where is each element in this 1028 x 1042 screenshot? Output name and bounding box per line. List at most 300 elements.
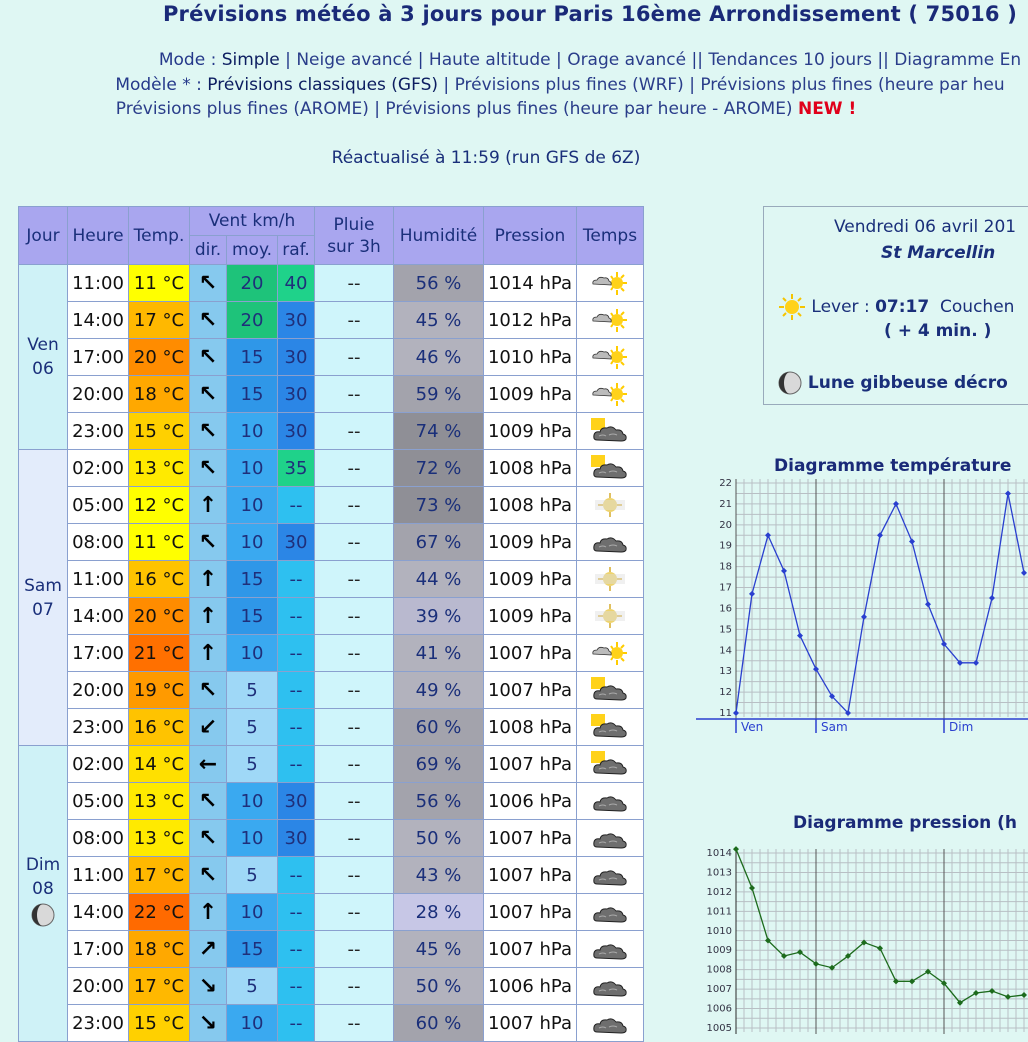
- humidity-cell: 60 %: [394, 709, 484, 746]
- rain-cell: --: [315, 746, 394, 783]
- rain-cell: --: [315, 968, 394, 1005]
- table-row: [19, 857, 644, 894]
- temp-cell: 13 °C: [129, 820, 190, 857]
- wind-dir-cell: [190, 968, 227, 1005]
- wind-arrow-icon: ↖: [198, 788, 218, 814]
- wind-avg-cell: 15: [227, 931, 278, 968]
- rain-cell: --: [315, 487, 394, 524]
- table-row: [19, 339, 644, 376]
- model-gfs[interactable]: Prévisions classiques (GFS): [207, 75, 439, 95]
- day-name: Dim: [25, 855, 61, 875]
- hazy-sun-icon: [591, 605, 629, 626]
- wind-arrow-icon: ↑: [198, 566, 218, 592]
- weather-cell: [577, 598, 644, 635]
- rain-cell: --: [315, 635, 394, 672]
- cloudy-sun-icon: [591, 457, 629, 478]
- wind-dir-cell: [190, 339, 227, 376]
- table-row: [19, 894, 644, 931]
- pressure-cell: 1007 hPa: [484, 746, 577, 783]
- cloudy-sun-icon: [591, 753, 629, 774]
- rain-cell: --: [315, 709, 394, 746]
- pressure-cell: 1007 hPa: [484, 931, 577, 968]
- cloudy-sun-icon: [591, 716, 629, 737]
- humidity-cell: 39 %: [394, 598, 484, 635]
- day-length-delta: [884, 321, 991, 341]
- rain-cell: --: [315, 672, 394, 709]
- header-temp: Temp.: [129, 207, 190, 265]
- hazy-sun-icon: [591, 494, 629, 515]
- data-point: [1021, 992, 1027, 998]
- table-row: [19, 672, 644, 709]
- pressure-cell: 1009 hPa: [484, 524, 577, 561]
- wind-gust-cell: --: [278, 857, 315, 894]
- rain-cell: --: [315, 265, 394, 302]
- temp-cell: 20 °C: [129, 339, 190, 376]
- pressure-cell: 1007 hPa: [484, 635, 577, 672]
- moon-phase-icon: [31, 903, 55, 927]
- humidity-cell: 49 %: [394, 672, 484, 709]
- wind-avg-cell: 15: [227, 339, 278, 376]
- wind-arrow-icon: ↘: [198, 1010, 218, 1036]
- header-rain: [315, 207, 394, 265]
- table-row: [19, 746, 644, 783]
- wind-arrow-icon: ↖: [198, 381, 218, 407]
- wind-gust-cell: 30: [278, 339, 315, 376]
- humidity-cell: 56 %: [394, 265, 484, 302]
- model-arome[interactable]: Prévisions plus fines (AROME): [115, 99, 369, 119]
- wind-gust-cell: --: [278, 487, 315, 524]
- wind-arrow-icon: ↖: [198, 344, 218, 370]
- hour-cell: 11:00: [68, 857, 129, 894]
- model-nav: Modèle * : Prévisions classiques (GFS) | Prévisions plus fines (WRF) | Prévisions plus fines (heure par heu: [115, 75, 1005, 95]
- wind-arrow-icon: ↗: [198, 936, 218, 962]
- weather-cell: [577, 894, 644, 931]
- y-tick-label: 18: [719, 561, 732, 573]
- cloudy-sun-icon: [591, 679, 629, 700]
- weather-cell: [577, 561, 644, 598]
- wind-avg-cell: 10: [227, 894, 278, 931]
- wind-avg-cell: 10: [227, 487, 278, 524]
- hour-cell: 11:00: [68, 265, 129, 302]
- y-tick-label: 1008: [706, 964, 732, 976]
- data-point: [1005, 490, 1011, 496]
- wind-arrow-icon: ↖: [198, 270, 218, 296]
- temp-cell: 18 °C: [129, 376, 190, 413]
- weather-cell: [577, 931, 644, 968]
- header-humidity: Humidité: [394, 207, 484, 265]
- data-point: [781, 568, 787, 574]
- hour-cell: 05:00: [68, 783, 129, 820]
- wind-gust-cell: --: [278, 894, 315, 931]
- wind-arrow-icon: ↑: [198, 603, 218, 629]
- humidity-cell: 73 %: [394, 487, 484, 524]
- moon-phase: Lune gibbeuse décro: [807, 373, 1008, 393]
- wind-arrow-icon: ↑: [198, 899, 218, 925]
- y-tick-label: 11: [719, 708, 732, 719]
- wind-gust-cell: 35: [278, 450, 315, 487]
- temp-cell: 16 °C: [129, 709, 190, 746]
- wind-arrow-icon: ↑: [198, 640, 218, 666]
- wind-avg-cell: 5: [227, 857, 278, 894]
- day-number: 08: [32, 879, 54, 899]
- hour-cell: 02:00: [68, 746, 129, 783]
- wind-arrow-icon: ↙: [198, 714, 218, 740]
- temp-cell: 17 °C: [129, 302, 190, 339]
- humidity-cell: 67 %: [394, 524, 484, 561]
- pressure-cell: 1008 hPa: [484, 487, 577, 524]
- temp-cell: 19 °C: [129, 672, 190, 709]
- data-point: [749, 591, 755, 597]
- mode-label: Mode :: [158, 50, 217, 70]
- header-dir: dir.: [190, 236, 227, 265]
- pressure-cell: 1014 hPa: [484, 265, 577, 302]
- data-point: [893, 501, 899, 507]
- rain-cell: --: [315, 894, 394, 931]
- weather-cell: [577, 339, 644, 376]
- ephemeris-date: Vendredi 06 avril 201: [834, 217, 1017, 237]
- data-point: [973, 990, 979, 996]
- wind-avg-cell: 15: [227, 561, 278, 598]
- wind-dir-cell: [190, 746, 227, 783]
- rain-cell: --: [315, 561, 394, 598]
- humidity-cell: 44 %: [394, 561, 484, 598]
- model-label: Modèle * :: [115, 75, 202, 95]
- cloud-icon: [591, 938, 629, 959]
- pressure-cell: 1008 hPa: [484, 709, 577, 746]
- wind-gust-cell: --: [278, 561, 315, 598]
- wind-gust-cell: 30: [278, 524, 315, 561]
- wind-dir-cell: [190, 561, 227, 598]
- y-tick-label: 16: [719, 603, 732, 615]
- sun-cloud-icon: [591, 346, 629, 367]
- temp-cell: 12 °C: [129, 487, 190, 524]
- wind-avg-cell: 5: [227, 746, 278, 783]
- wind-dir-cell: [190, 635, 227, 672]
- hour-cell: 05:00: [68, 487, 129, 524]
- hour-cell: 08:00: [68, 524, 129, 561]
- wind-arrow-icon: ↖: [198, 455, 218, 481]
- table-row: [19, 783, 644, 820]
- wind-gust-cell: --: [278, 672, 315, 709]
- humidity-cell: 74 %: [394, 413, 484, 450]
- data-point: [797, 633, 803, 639]
- header-wind: Vent km/h: [190, 207, 315, 236]
- wind-dir-cell: [190, 783, 227, 820]
- moon-line: [778, 371, 1008, 395]
- cloud-icon: [591, 531, 629, 552]
- wind-arrow-icon: ↖: [198, 825, 218, 851]
- weather-cell: [577, 820, 644, 857]
- y-tick-label: 14: [719, 645, 732, 657]
- weather-cell: [577, 968, 644, 1005]
- hour-cell: 11:00: [68, 561, 129, 598]
- pressure-cell: 1012 hPa: [484, 302, 577, 339]
- wind-avg-cell: 5: [227, 672, 278, 709]
- table-row: [19, 561, 644, 598]
- temp-cell: 14 °C: [129, 746, 190, 783]
- y-tick-label: 1014: [706, 848, 732, 859]
- pressure-chart: [696, 836, 1028, 1036]
- pressure-cell: 1010 hPa: [484, 339, 577, 376]
- humidity-cell: 60 %: [394, 1005, 484, 1042]
- table-row: [19, 413, 644, 450]
- rain-cell: --: [315, 524, 394, 561]
- sun-cloud-icon: [591, 383, 629, 404]
- table-row: [19, 265, 644, 302]
- wind-dir-cell: [190, 376, 227, 413]
- y-tick-label: 1012: [706, 886, 732, 898]
- humidity-cell: 50 %: [394, 820, 484, 857]
- hour-cell: 14:00: [68, 302, 129, 339]
- sun-cloud-icon: [591, 642, 629, 663]
- temp-cell: 21 °C: [129, 635, 190, 672]
- day-cell: [19, 265, 68, 450]
- wind-avg-cell: 20: [227, 302, 278, 339]
- rain-cell: --: [315, 450, 394, 487]
- temp-cell: 15 °C: [129, 1005, 190, 1042]
- wind-gust-cell: --: [278, 931, 315, 968]
- x-tick-label: Dim: [949, 720, 974, 734]
- wind-gust-cell: --: [278, 1005, 315, 1042]
- pressure-cell: 1007 hPa: [484, 672, 577, 709]
- mode-haute-altitude[interactable]: Haute altitude: [428, 50, 551, 70]
- y-tick-label: 19: [719, 540, 732, 552]
- wind-gust-cell: --: [278, 968, 315, 1005]
- rain-cell: --: [315, 820, 394, 857]
- weather-cell: [577, 376, 644, 413]
- hour-cell: 23:00: [68, 709, 129, 746]
- temp-cell: 13 °C: [129, 783, 190, 820]
- humidity-cell: 28 %: [394, 894, 484, 931]
- humidity-cell: 56 %: [394, 783, 484, 820]
- temp-cell: 13 °C: [129, 450, 190, 487]
- rain-cell: --: [315, 1005, 394, 1042]
- wind-gust-cell: 30: [278, 376, 315, 413]
- rain-cell: --: [315, 302, 394, 339]
- table-row: [19, 524, 644, 561]
- weather-cell: [577, 413, 644, 450]
- hour-cell: 02:00: [68, 450, 129, 487]
- forecast-table: [18, 206, 644, 1042]
- y-tick-label: 20: [719, 519, 732, 531]
- pressure-chart-title: Diagramme pression (h: [793, 813, 1018, 833]
- temp-cell: 22 °C: [129, 894, 190, 931]
- data-point: [909, 539, 915, 545]
- cloud-icon: [591, 864, 629, 885]
- weather-cell: [577, 302, 644, 339]
- table-row: [19, 487, 644, 524]
- temp-chart: [696, 470, 1028, 770]
- wind-dir-cell: [190, 857, 227, 894]
- mode-orage[interactable]: Orage avancé: [567, 50, 687, 70]
- day-length-delta-text: ( + 4 min. ): [884, 321, 992, 341]
- header-rain-label: Pluie sur 3h: [327, 214, 381, 257]
- model-wrf-hourly[interactable]: Prévisions plus fines (heure par heu: [700, 75, 1005, 95]
- y-tick-label: 1010: [706, 925, 732, 937]
- rain-cell: --: [315, 376, 394, 413]
- pressure-cell: 1007 hPa: [484, 857, 577, 894]
- y-tick-label: 1006: [706, 1003, 732, 1015]
- cloud-icon: [591, 1012, 629, 1033]
- mode-tendances[interactable]: Tendances 10 jours: [708, 50, 872, 70]
- day-name: Ven: [27, 335, 59, 355]
- hour-cell: 23:00: [68, 413, 129, 450]
- weather-cell: [577, 635, 644, 672]
- hour-cell: 23:00: [68, 1005, 129, 1042]
- weather-cell: [577, 709, 644, 746]
- y-tick-label: 17: [719, 582, 732, 594]
- humidity-cell: 46 %: [394, 339, 484, 376]
- weather-cell: [577, 450, 644, 487]
- model-arome-hourly[interactable]: Prévisions plus fines (heure par heure - AROME): [385, 99, 793, 119]
- y-tick-label: 1005: [706, 1023, 732, 1034]
- y-tick-label: 1011: [706, 906, 732, 918]
- data-point: [749, 885, 755, 891]
- weather-cell: [577, 265, 644, 302]
- data-point: [989, 595, 995, 601]
- day-cell: [19, 450, 68, 746]
- hour-cell: 17:00: [68, 339, 129, 376]
- humidity-cell: 72 %: [394, 450, 484, 487]
- cloud-icon: [591, 975, 629, 996]
- data-point: [733, 846, 739, 852]
- humidity-cell: 45 %: [394, 931, 484, 968]
- wind-dir-cell: [190, 820, 227, 857]
- hour-cell: 14:00: [68, 598, 129, 635]
- wind-dir-cell: [190, 524, 227, 561]
- hour-cell: 17:00: [68, 931, 129, 968]
- mode-simple[interactable]: Simple: [221, 50, 280, 70]
- wind-avg-cell: 20: [227, 265, 278, 302]
- x-tick-label: Sam: [821, 720, 848, 734]
- wind-dir-cell: [190, 450, 227, 487]
- temp-cell: 15 °C: [129, 413, 190, 450]
- mode-neige[interactable]: Neige avancé: [296, 50, 413, 70]
- moon-icon: [778, 371, 802, 395]
- wind-gust-cell: 30: [278, 820, 315, 857]
- data-point: [765, 532, 771, 538]
- data-point: [877, 532, 883, 538]
- pressure-cell: 1007 hPa: [484, 1005, 577, 1042]
- wind-avg-cell: 5: [227, 709, 278, 746]
- data-point: [925, 601, 931, 607]
- sun-icon: [778, 293, 806, 321]
- sunrise-time: 07:17: [875, 297, 930, 317]
- model-nav-2: Prévisions plus fines (AROME) | Prévisions plus fines (heure par heure - AROME) NEW !: [115, 99, 857, 119]
- hour-cell: 20:00: [68, 376, 129, 413]
- table-row: [19, 302, 644, 339]
- ephemeris-saint: St Marcellin: [881, 243, 996, 263]
- wind-gust-cell: 30: [278, 302, 315, 339]
- pressure-cell: 1007 hPa: [484, 820, 577, 857]
- y-tick-label: 22: [719, 478, 732, 489]
- wind-avg-cell: 10: [227, 450, 278, 487]
- hour-cell: 14:00: [68, 894, 129, 931]
- temp-cell: 11 °C: [129, 265, 190, 302]
- humidity-cell: 41 %: [394, 635, 484, 672]
- y-tick-label: 1013: [706, 867, 732, 879]
- ephemeris-box: [763, 206, 1028, 405]
- weather-cell: [577, 487, 644, 524]
- day-number: 06: [32, 359, 54, 379]
- wind-dir-cell: [190, 709, 227, 746]
- temp-cell: 18 °C: [129, 931, 190, 968]
- y-tick-label: 1009: [706, 945, 732, 957]
- wind-avg-cell: 10: [227, 820, 278, 857]
- header-day: Jour: [19, 207, 68, 265]
- wind-avg-cell: 10: [227, 635, 278, 672]
- pressure-cell: 1009 hPa: [484, 376, 577, 413]
- temp-cell: 16 °C: [129, 561, 190, 598]
- wind-avg-cell: 10: [227, 1005, 278, 1042]
- wind-avg-cell: 10: [227, 413, 278, 450]
- y-tick-label: 21: [719, 498, 732, 510]
- weather-cell: [577, 672, 644, 709]
- sun-cloud-icon: [591, 309, 629, 330]
- y-tick-label: 13: [719, 666, 732, 678]
- temp-cell: 20 °C: [129, 598, 190, 635]
- wind-gust-cell: 30: [278, 413, 315, 450]
- temp-chart-title: Diagramme température: [774, 456, 1012, 476]
- header-pressure: Pression: [484, 207, 577, 265]
- model-wrf[interactable]: Prévisions plus fines (WRF): [454, 75, 684, 95]
- wind-arrow-icon: ←: [198, 751, 218, 777]
- new-badge: NEW !: [797, 99, 857, 119]
- hour-cell: 17:00: [68, 635, 129, 672]
- rain-cell: --: [315, 339, 394, 376]
- y-tick-label: 1007: [706, 984, 732, 996]
- hazy-sun-icon: [591, 568, 629, 589]
- pressure-cell: 1009 hPa: [484, 598, 577, 635]
- mode-diagramme[interactable]: Diagramme En: [894, 50, 1022, 70]
- weather-cell: [577, 524, 644, 561]
- wind-arrow-icon: ↖: [198, 529, 218, 555]
- sunrise-label: Lever :: [811, 297, 870, 317]
- wind-gust-cell: --: [278, 635, 315, 672]
- wind-dir-cell: [190, 265, 227, 302]
- y-tick-label: 15: [719, 624, 732, 636]
- sunrise-line: [778, 293, 1014, 321]
- forecast-body: [19, 265, 644, 1042]
- temp-cell: 17 °C: [129, 968, 190, 1005]
- day-number: 07: [32, 599, 54, 620]
- wind-gust-cell: --: [278, 598, 315, 635]
- weather-cell: [577, 857, 644, 894]
- header-raf: raf.: [278, 236, 315, 265]
- humidity-cell: 59 %: [394, 376, 484, 413]
- wind-dir-cell: [190, 598, 227, 635]
- wind-arrow-icon: ↖: [198, 677, 218, 703]
- cloud-icon: [591, 901, 629, 922]
- wind-gust-cell: 30: [278, 783, 315, 820]
- humidity-cell: 69 %: [394, 746, 484, 783]
- wind-dir-cell: [190, 894, 227, 931]
- table-row: [19, 450, 644, 487]
- day-cell: [19, 746, 68, 1042]
- rain-cell: --: [315, 783, 394, 820]
- table-row: [19, 709, 644, 746]
- pressure-cell: 1009 hPa: [484, 413, 577, 450]
- pressure-cell: 1006 hPa: [484, 968, 577, 1005]
- cloudy-sun-icon: [591, 420, 629, 441]
- temp-cell: 17 °C: [129, 857, 190, 894]
- cloud-icon: [591, 827, 629, 848]
- pressure-cell: 1007 hPa: [484, 894, 577, 931]
- rain-cell: --: [315, 598, 394, 635]
- wind-dir-cell: [190, 302, 227, 339]
- header-moy: moy.: [227, 236, 278, 265]
- temp-cell: 11 °C: [129, 524, 190, 561]
